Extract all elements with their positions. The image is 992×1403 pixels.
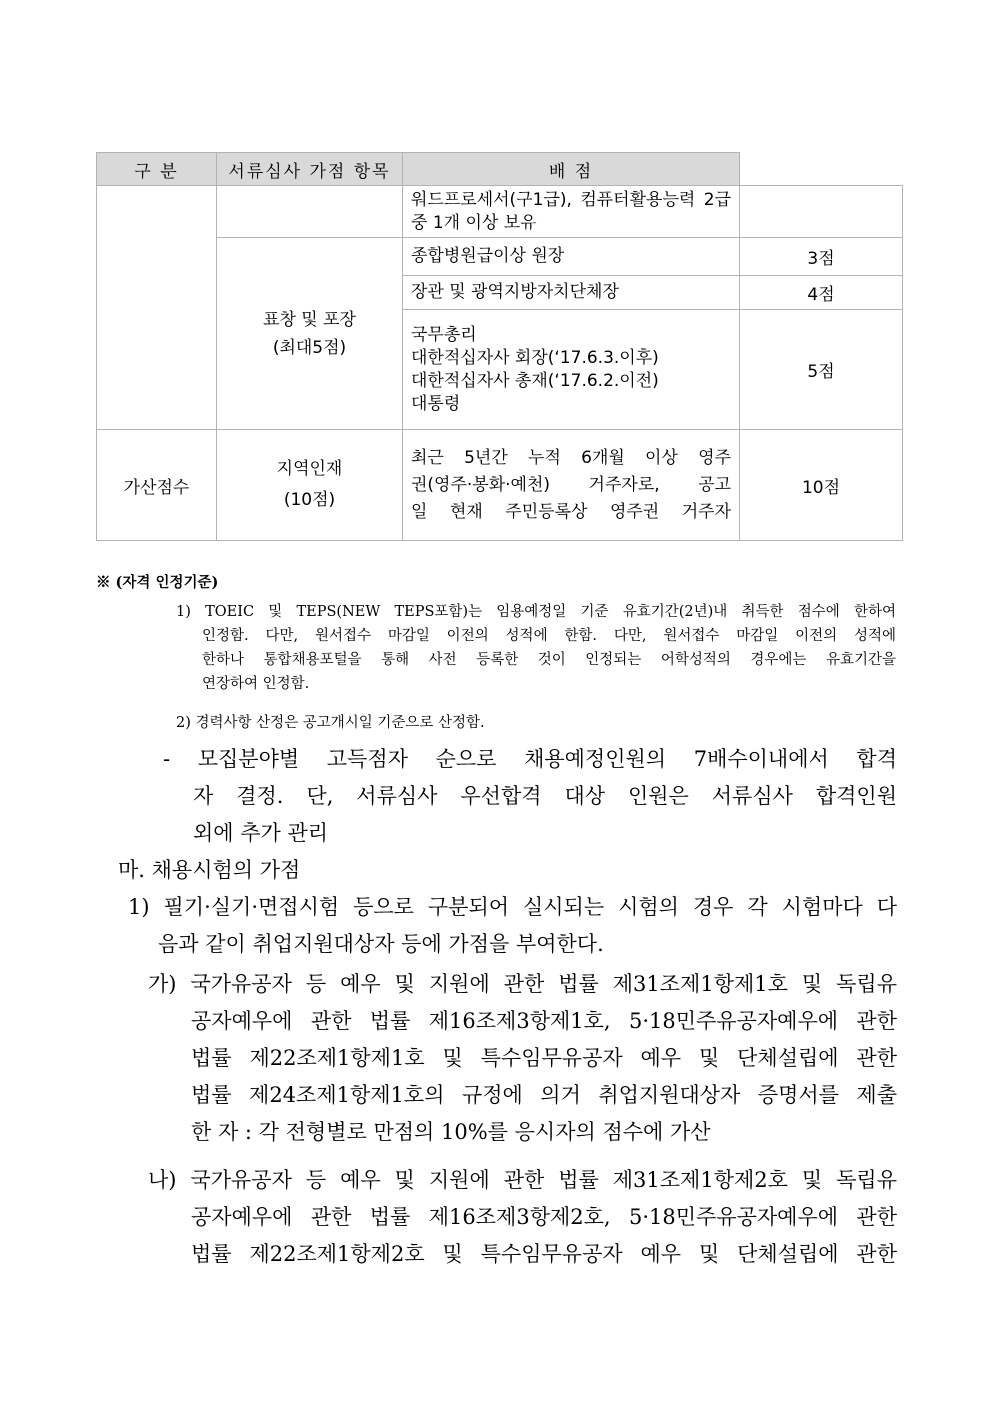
item-ga: 가) 국가유공자 등 예우 및 지원에 관한 법률 제31조제1항제1호 및 독립유 공자예우에 관한 법률 제16조제3항제1호, 5·18민주유공자예우에 관한 법률 제22조제1항제1호 및 특수임무유공자 예우 및 단체설립에 관한 법률 제24조제1항제1호의 규정에 의거 취업지원대상자 증명서를 제출 한 자 : 각 전형별로 만점의 10%를 응시자의 점수에 가산: [148, 972, 897, 1144]
note-1: 1) TOEIC 및 TEPS(NEW TEPS포함)는 임용예정일 기준 유효기간(2년)내 취득한 점수에 한하여 인정함. 다만, 원서접수 마감일 이전의 성적에 한함. 다만, 원서접수 마감일 이전의 성적에 한하나 통합채용포털을 통해 사전 등록한 것이 인정되는 어학성적의 경우에는 유효기간을 연장하여 인정함.: [176, 604, 896, 692]
table-row: [97, 238, 903, 276]
dash-paragraph: - 모집분야별 고득점자 순으로 채용예정인원의 7배수이내에서 합격 자 결정. 단, 서류심사 우선합격 대상 인원은 서류심사 합격인원 외에 추가 관리: [163, 747, 897, 845]
section-heading: 마. 채용시험의 가점: [118, 858, 301, 882]
table-header-row: [97, 153, 903, 186]
table-row: [97, 186, 903, 238]
header-category: 구 분: [97, 153, 217, 186]
item-word-processor: 워드프로세서(구1급), 컴퓨터활용능력 2급 중 1개 이상 보유: [403, 186, 740, 238]
local-talent-label: 지역인재 (10점): [217, 430, 403, 541]
item-prime-minister: 국무총리 대한적십자사 회장(‘17.6.3.이후) 대한적십자사 총재(‘17.6.2.이전) 대통령: [403, 310, 740, 430]
header-score: 배 점: [403, 153, 740, 186]
item-minister: 장관 및 광역지방자치단체장: [403, 276, 740, 310]
item-local-resident: 최근 5년간 누적 6개월 이상 영주 권(영주·봉화·예천) 거주자로, 공고 일 현재 주민등록상 영주권 거주자: [403, 430, 740, 541]
note-2: 2) 경력사항 산정은 공고개시일 기준으로 산정함.: [176, 715, 485, 731]
item-na: 나) 국가유공자 등 예우 및 지원에 관한 법률 제31조제1항제2호 및 독립유 공자예우에 관한 법률 제16조제3항제2호, 5·18민주유공자예우에 관한 법률 제22조제1항제2호 및 특수임무유공자 예우 및 단체설립에 관한: [148, 1168, 897, 1266]
score-10: 10점: [740, 430, 903, 541]
notes-title: ※ (자격 인정기준): [96, 574, 219, 591]
score-3: 3점: [740, 238, 903, 276]
score-5: 5점: [740, 310, 903, 430]
score-4: 4점: [740, 276, 903, 310]
award-group-label: 표창 및 포장 (최대5점): [217, 238, 403, 430]
table-row: [97, 430, 903, 541]
header-items: 서류심사 가점 항목: [217, 153, 403, 186]
item-hospital-director: 종합병원급이상 원장: [403, 238, 740, 276]
bonus-score-table: [96, 152, 903, 541]
category-bonus-points: 가산점수: [97, 430, 217, 541]
paragraph-1: 1) 필기·실기·면접시험 등으로 구분되어 실시되는 시험의 경우 각 시험마다 다 음과 같이 취업지원대상자 등에 가점을 부여한다.: [128, 895, 897, 956]
